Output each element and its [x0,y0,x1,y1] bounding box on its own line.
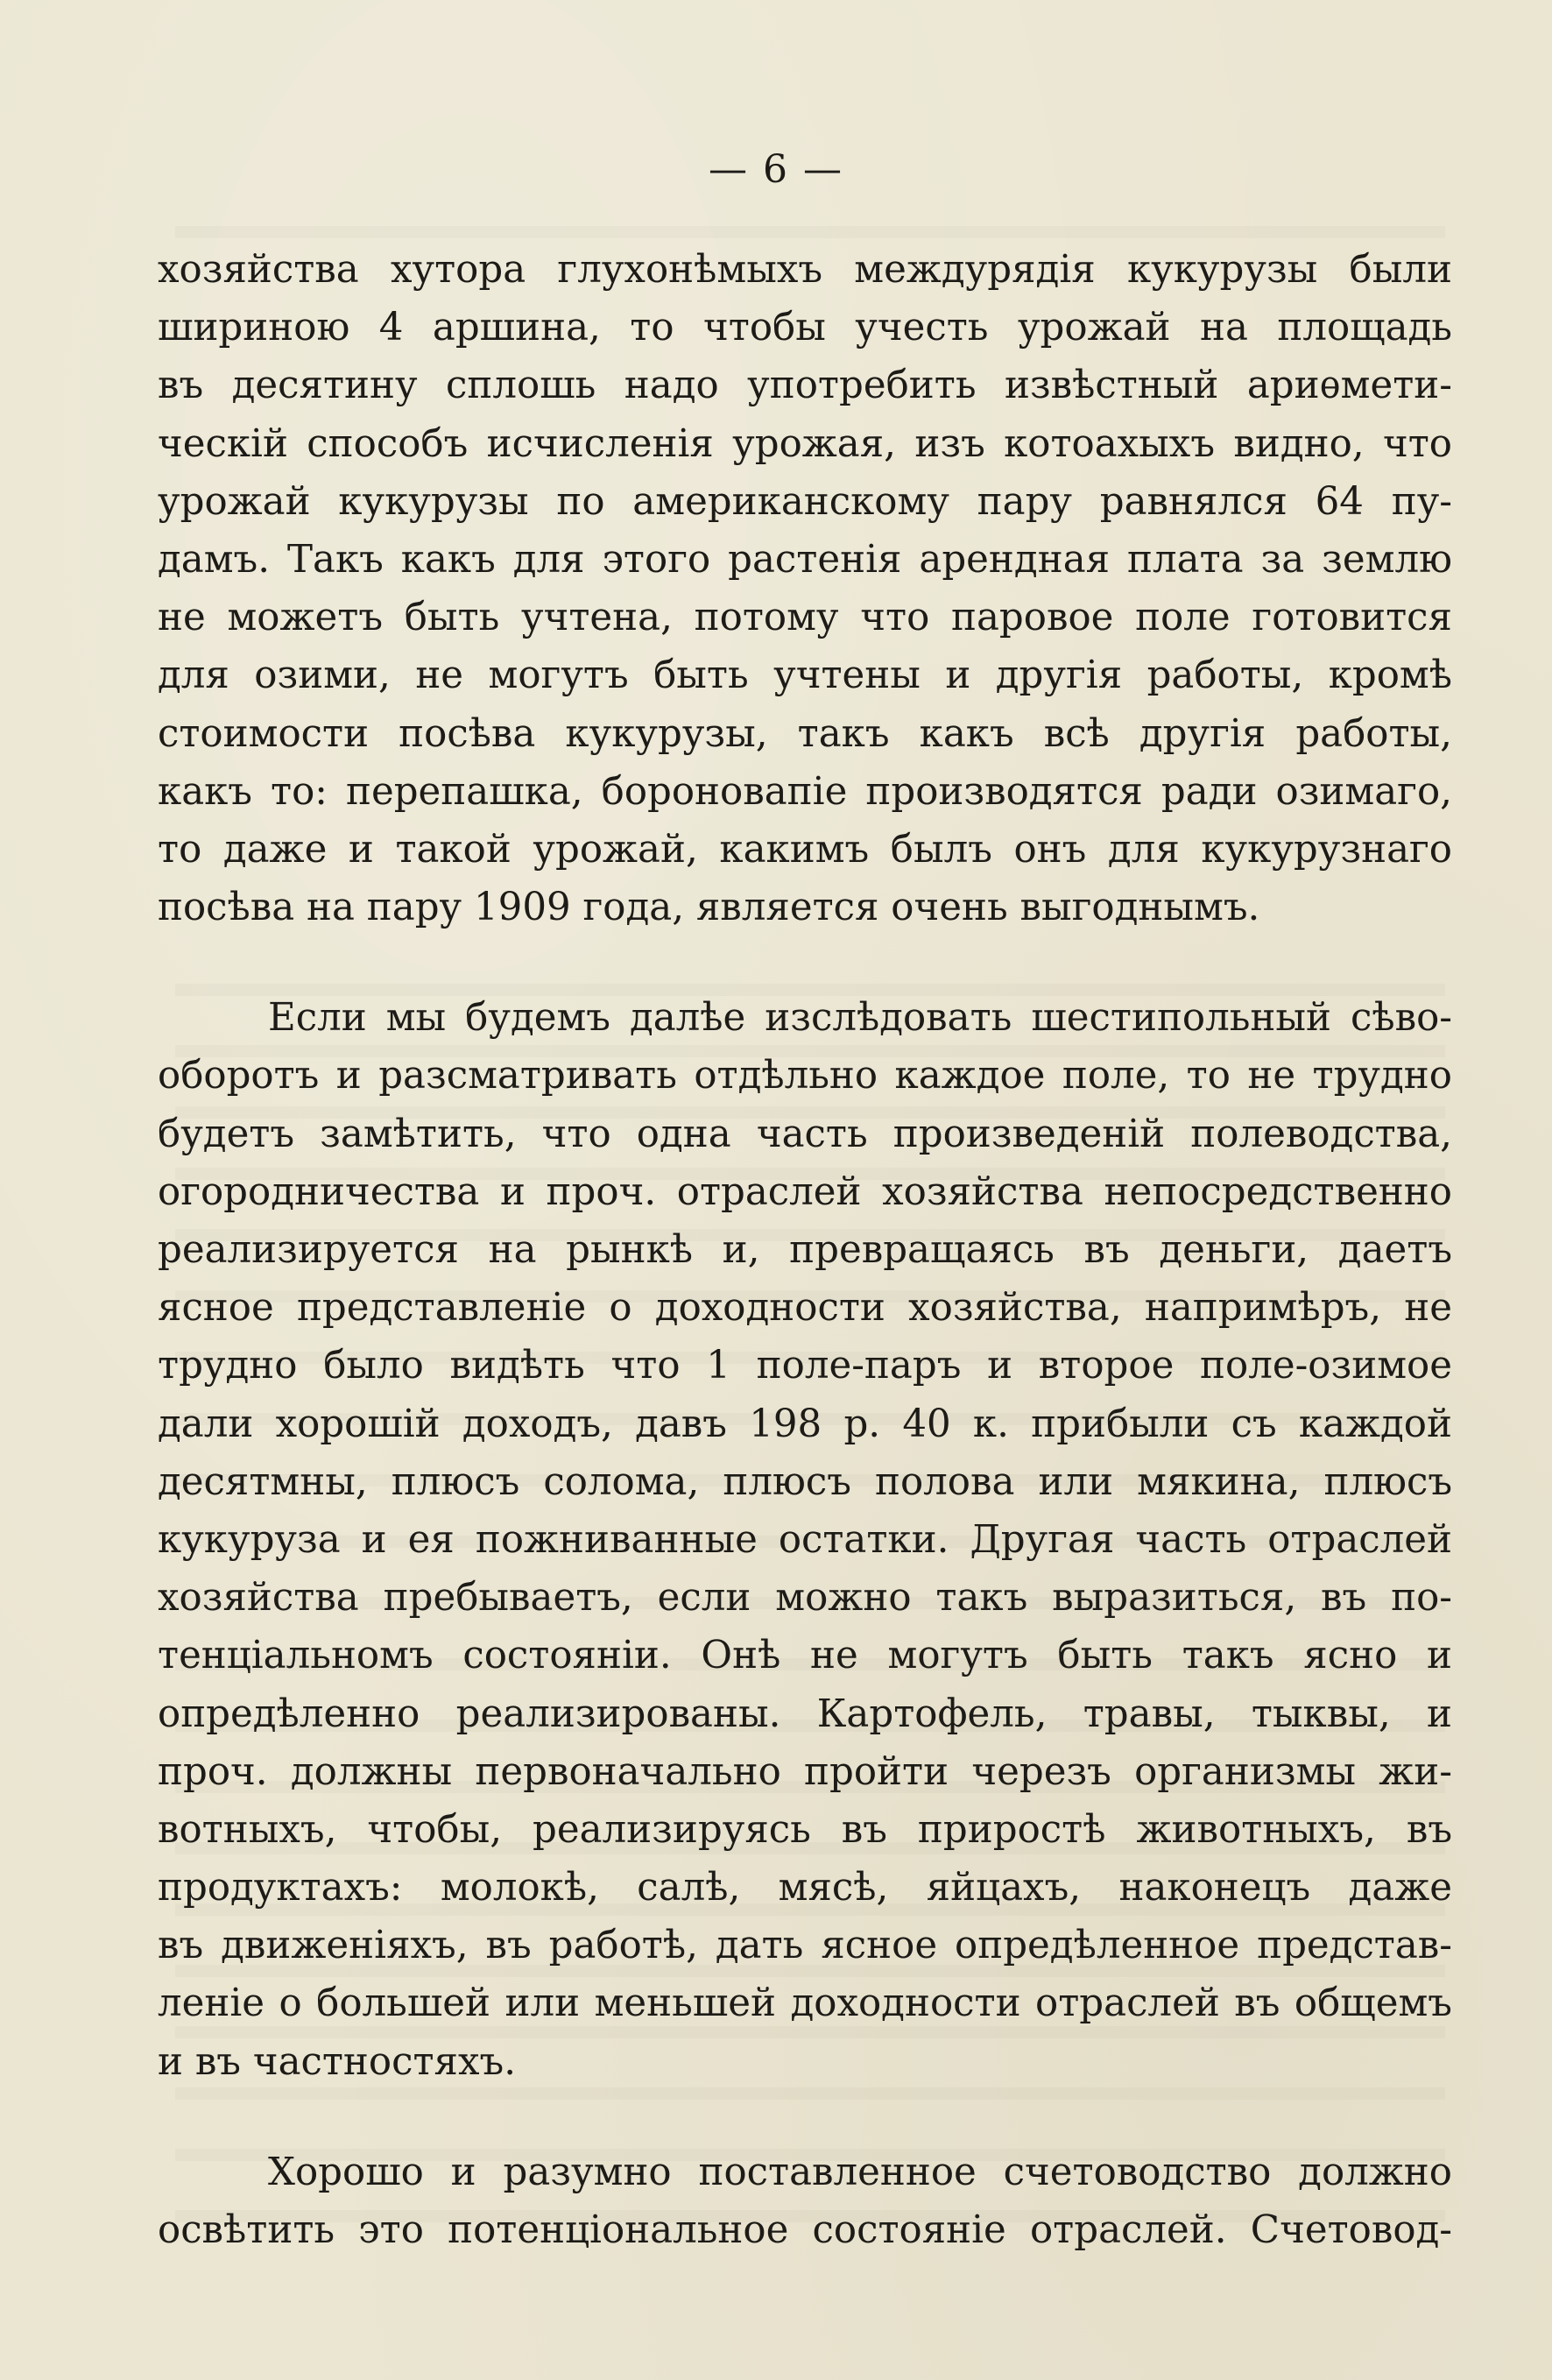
paragraph-2 [158,989,1452,2091]
text-line: урожай кукурузы по американскому пару равнялся 64 пу- [158,479,1452,524]
text-line: для озими, не могутъ быть учтены и другія работы, кромѣ [158,653,1452,698]
text-line: освѣтить это потенціональное состояніе отраслей. Счетовод- [158,2208,1452,2252]
paragraph-3 [158,2143,1452,2259]
text-line: будетъ замѣтить, что одна часть произведеній полеводства, [158,1112,1452,1156]
text-line: реализируется на рынкѣ и, превращаясь въ деньги, даетъ [158,1228,1452,1272]
text-line: продуктахъ: молокѣ, салѣ, мясѣ, яйцахъ, наконецъ даже [158,1866,1452,1910]
text-line: ческій способъ исчисленія урожая, изъ котоахыхъ видно, что [158,421,1452,466]
text-line: и въ частностяхъ. [158,2039,517,2084]
paragraph-gap [158,936,1452,989]
text-line: не можетъ быть учтена, потому что паровое поле готовится [158,596,1452,640]
text-line: стоимости посѣва кукурузы, такъ какъ всѣ другія работы, [158,711,1452,756]
text-line: проч. должны первоначально пройти черезъ организмы жи- [158,1749,1452,1794]
text-line: вотныхъ, чтобы, реализируясь въ приростѣ животныхъ, въ [158,1807,1452,1852]
text-line: хозяйства пребываетъ, если можно такъ выразиться, въ по- [158,1576,1452,1621]
text-line: въ движеніяхъ, въ работѣ, дать ясное опредѣленное представ- [158,1924,1452,1968]
text-line: леніе о большей или меньшей доходности отраслей въ общемъ [158,1981,1452,2026]
text-line: кукуруза и ея пожниванные остатки. Другая часть отраслей [158,1517,1452,1562]
text-line: Хорошо и разумно поставленное счетоводство должно [268,2150,1452,2194]
text-line: огородничества и проч. отраслей хозяйства непосредственно [158,1169,1452,1214]
paragraph-gap [158,2091,1452,2143]
text-line: въ десятину сплошь надо употребить извѣстный ариѳмети- [158,364,1452,408]
text-line: шириною 4 аршина, то чтобы учесть урожай на площадь [158,306,1452,350]
page-number: — 6 — [709,147,843,192]
text-line: какъ то: перепашка, бороновапіе производятся ради озимаго, [158,769,1452,814]
text-line: тенціальномъ состояніи. Онѣ не могутъ быть такъ ясно и [158,1634,1452,1678]
text-line: то даже и такой урожай, какимъ былъ онъ для кукурузнаго [158,827,1452,872]
text-line: Если мы будемъ далѣе изслѣдовать шестипольный сѣво- [268,996,1452,1041]
text-line: дамъ. Такъ какъ для этого растенія арендная плата за землю [158,537,1452,582]
text-line: дали хорошій доходъ, давъ 198 р. 40 к. прибыли съ каждой [158,1402,1452,1446]
text-line: десятмны, плюсъ солома, плюсъ полова или мякина, плюсъ [158,1459,1452,1504]
paragraph-1 [158,241,1452,936]
body-text [158,241,1452,2259]
text-line: трудно было видѣть что 1 поле-паръ и второе поле-озимое [158,1344,1452,1388]
text-line: оборотъ и разсматривать отдѣльно каждое поле, то не трудно [158,1054,1452,1098]
text-line: опредѣленно реализированы. Картофель, травы, тыквы, и [158,1691,1452,1736]
text-line: ясное представленіе о доходности хозяйства, напримѣръ, не [158,1286,1452,1331]
text-line: хозяйства хутора глухонѣмыхъ междурядія кукурузы были [158,248,1452,292]
text-line: посѣва на пару 1909 года, является очень выгоднымъ. [158,886,1260,930]
